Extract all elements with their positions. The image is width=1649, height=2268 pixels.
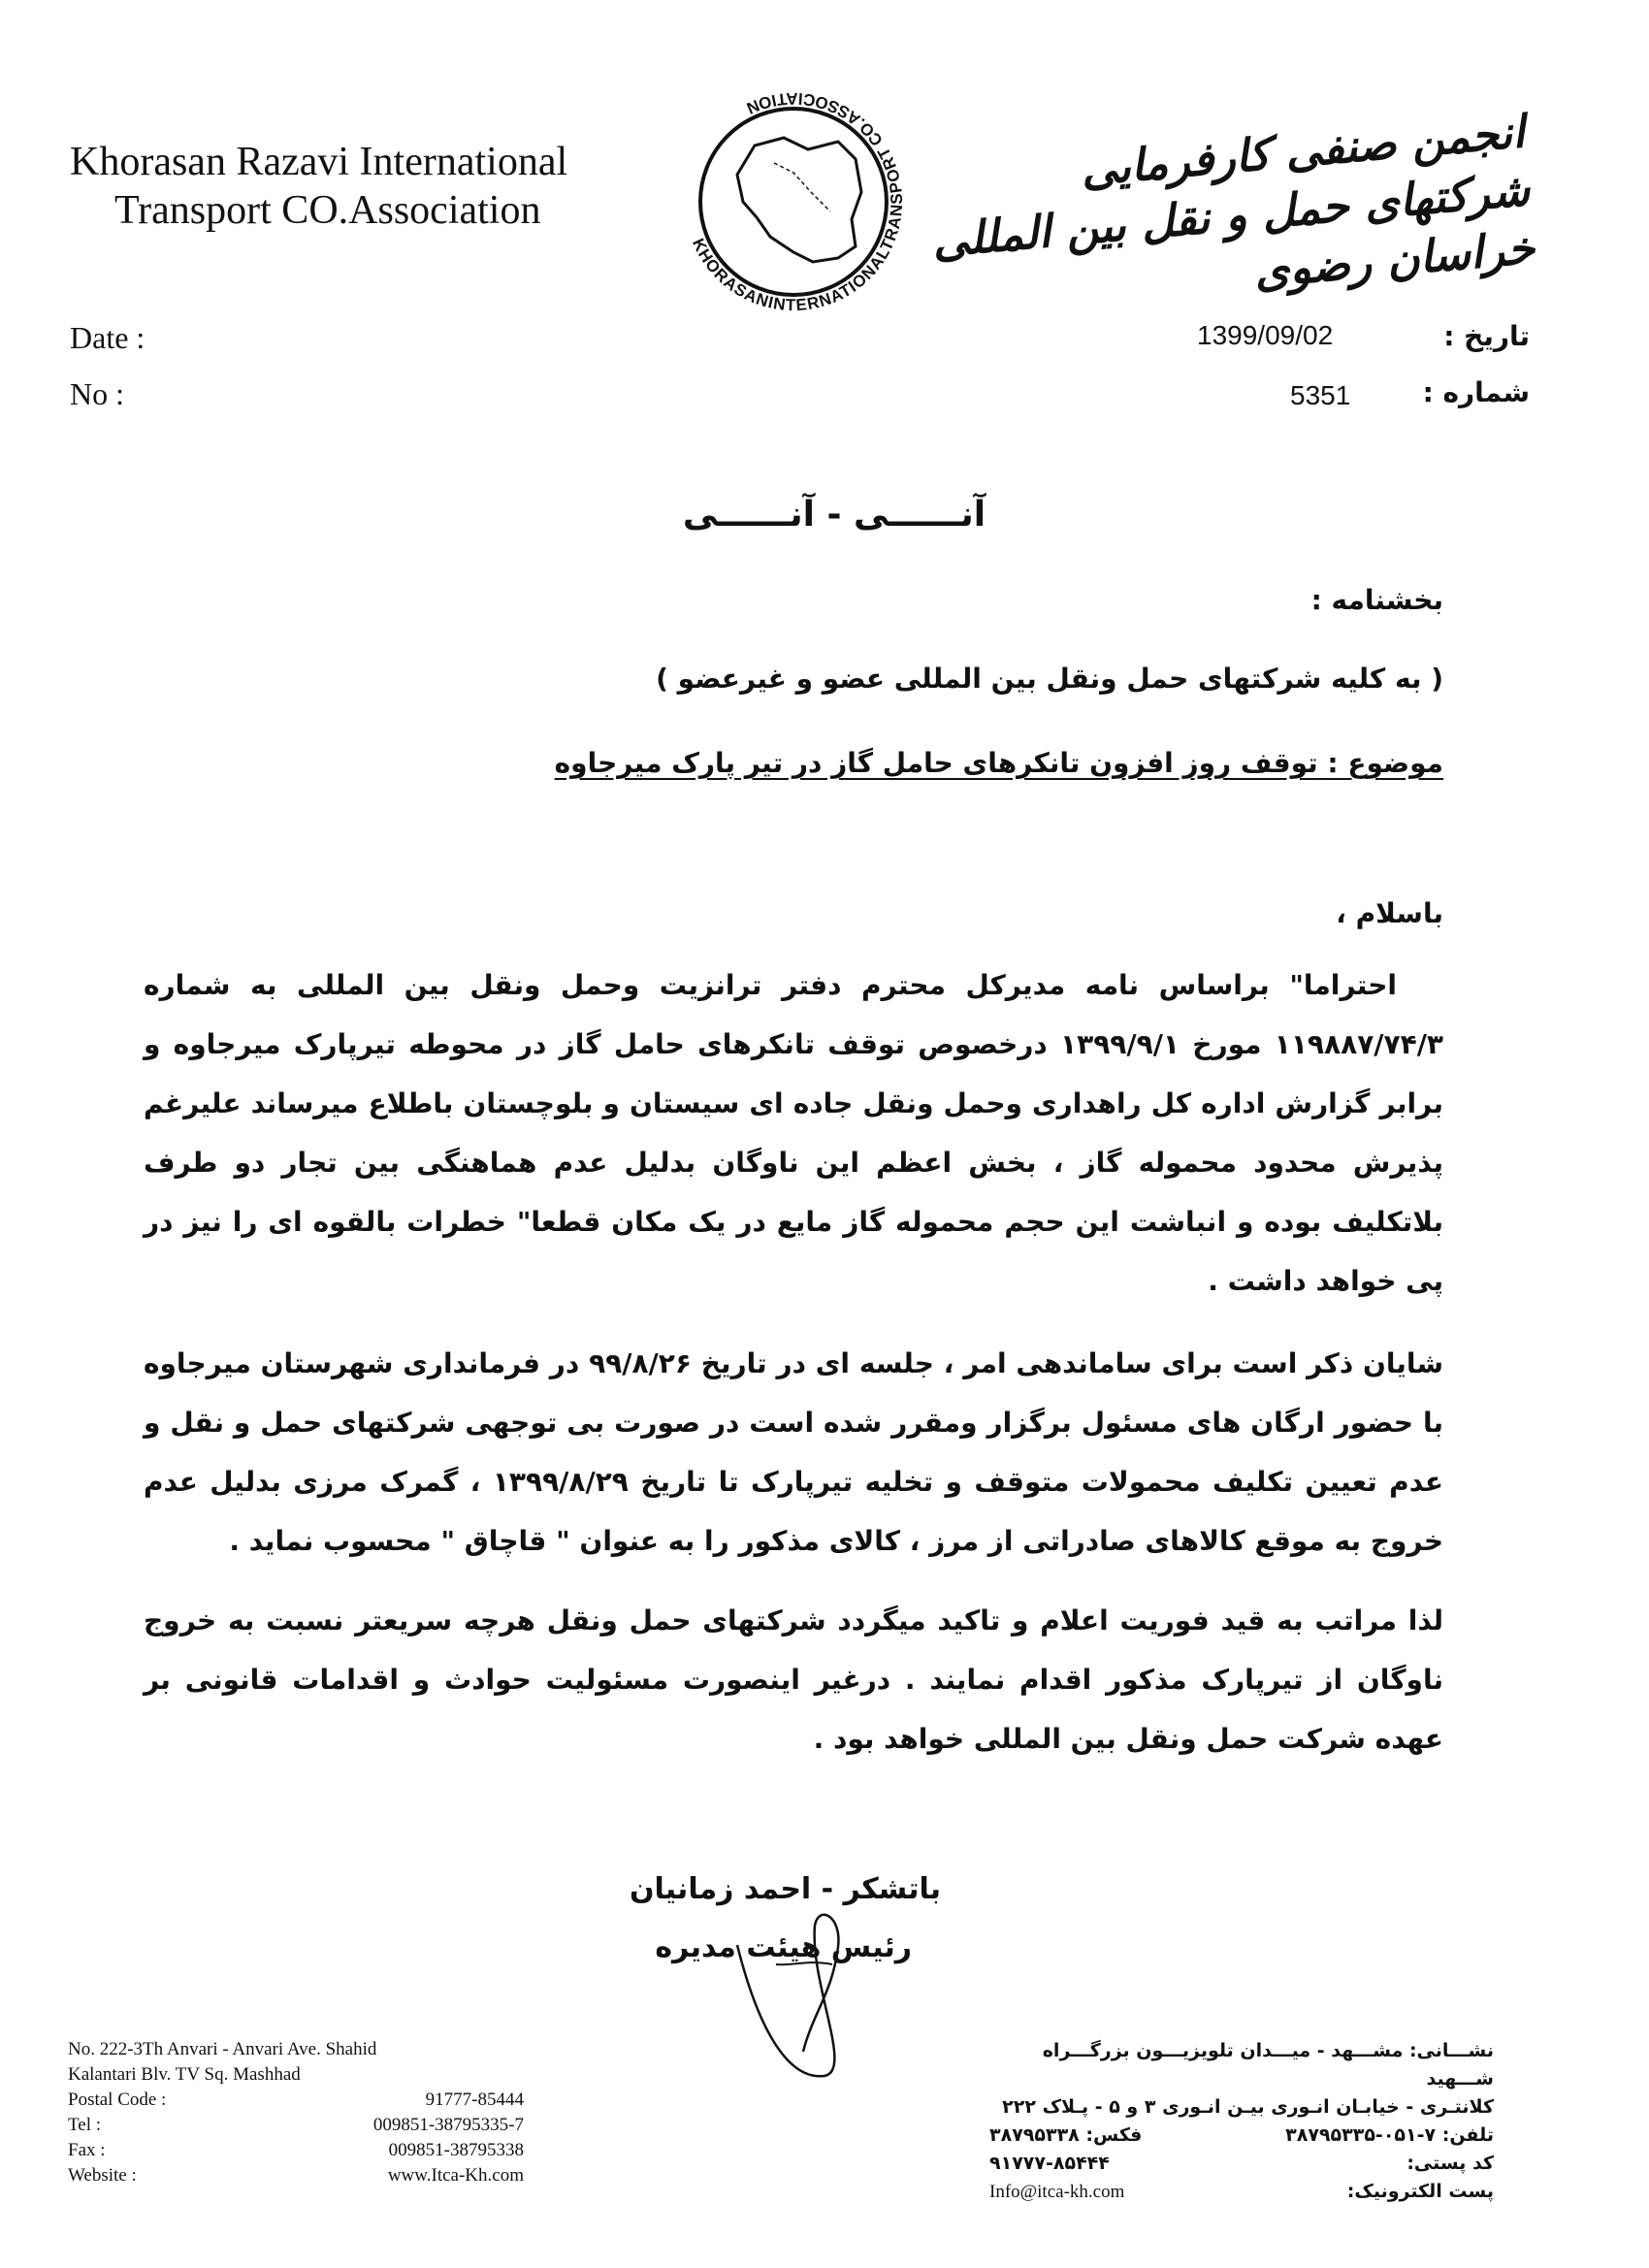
fax-value: 009851-38795338 (388, 2140, 524, 2160)
tel-label: Tel : (68, 2115, 102, 2135)
website-label: Website : (68, 2165, 137, 2186)
signature-name: باتشکر - احمد زمانیان (629, 1872, 941, 1906)
svg-text:KHORASANINTERNATIONALTRANSPORT (689, 89, 906, 314)
seal-text-outer: KHORASANINTERNATIONALTRANSPORT CO.ASSOCIATION (689, 88, 907, 315)
footer-address-fa-line1: نشـــانی: مشـــهد - میـــدان تلویزیـــون بزرگـــراه شـــهید (1042, 2040, 1494, 2090)
email-value: Info@itca-kh.com (989, 2182, 1125, 2202)
fax-label: Fax : (68, 2140, 106, 2160)
tel-value: 009851-38795335-7 (372, 2115, 524, 2135)
org-name-en (70, 138, 671, 235)
footer-address-en-line1: No. 222-3Th Anvari - Anvari Ave. Shahid (68, 2039, 377, 2059)
footer-contact-en (68, 2037, 524, 2188)
seal-graphic (648, 56, 939, 347)
website-value: www.Itca-Kh.com (387, 2165, 524, 2186)
subject-label: موضوع : (1327, 747, 1443, 779)
no-label-en: No : (70, 376, 124, 411)
paragraph-1-text: احتراما" براساس نامه مدیرکل محترم دفتر ترانزیت وحمل ونقل بین المللی به شماره ۱۱۹۸۸۷/۷۴/۳ مورخ ۱۳۹۹/۹/۱ درخصوص توقف تانکرهای حامل گاز در محوطه تیرپارک میرجاوه و برابر گزارش اداره کل راهداری وحمل ونقل جاده ای سیستان و بلوچستان باطلاع میرساند علیرغم پذیرش محدود محموله گاز ، بخش اعظم این ناوگان بدلیل عدم هماهنگی بین تجار دو طرف بلاتکلیف بوده و انباشت این حجم محموله گاز مایع در یک مکان قطعا" خطرات بالقوه ای را نیز در پی خواهد داشت . (144, 969, 1444, 1297)
paragraph-2 (144, 1334, 1443, 1571)
footer-address-en-line2: Kalantari Blv. TV Sq. Mashhad (68, 2064, 301, 2085)
no-value: 5351 (1290, 380, 1351, 410)
recipient-line: ( به کلیه شرکتهای حمل ونقل بین المللی عضو و غیرعضو ) (656, 663, 1443, 695)
paragraph-2-text: شایان ذکر است برای ساماندهی امر ، جلسه ای در تاریخ ۹۹/۸/۲۶ در فرمانداری شهرستان میرجاوه با حضور ارگان های مسئول برگزار ومقرر شده است در صورت بی توجهی شرکتهای حمل و نقل و عدم تعیین تکلیف محمولات متوقف و تخلیه تیرپارک تا تاریخ ۱۳۹۹/۸/۲۹ ، گمرک مرزی بدلیل عدم خروج به موقع کالاهای صادراتی از مرز ، کالای مذکور را به عنوان " قاچاق " محسوب نماید . (144, 1347, 1444, 1557)
org-name-fa: انجمن صنفی کارفرمایی شرکتهای حمل و نقل بین المللی خراسان رضوی (929, 105, 1537, 298)
signature-title: رئیس هیئت مدیره (655, 1930, 912, 1964)
handwritten-signature (718, 1906, 883, 2100)
greeting: باسلام ، (1336, 897, 1443, 929)
document-type: بخشنامه : (1310, 584, 1443, 616)
paragraph-1 (144, 956, 1443, 1311)
urgency-marker: آنــــــی - آنــــــی (682, 495, 986, 535)
iran-map-outline (737, 138, 861, 262)
date-label-en: Date : (70, 320, 146, 355)
subject-line (85, 747, 1443, 779)
org-name-en-line2: Transport CO.Association (114, 188, 541, 233)
paragraph-3 (144, 1591, 1443, 1768)
postal-code-value-fa: ۹۱۷۷۷-۸۵۴۴۴ (989, 2153, 1110, 2174)
postal-code-label-fa: کد پستی: (1406, 2153, 1494, 2174)
paragraph-3-text: لذا مراتب به قید فوریت اعلام و تاکید میگردد شرکتهای حمل ونقل هرچه سریعتر نسبت به خروج ناوگان از تیرپارک مذکور اقدام نمایند . درغیر اینصورت مسئولیت حوادث و اقدامات قانونی بر عهده شرکت حمل ونقل بین المللی خواهد بود . (144, 1604, 1443, 1755)
tel-fa: تلفن: ۷-۰۵۱-۳۸۷۹۵۳۳۵ (1285, 2124, 1494, 2146)
footer-contact-fa (989, 2037, 1494, 2206)
fax-fa: فکس: ۳۸۷۹۵۳۳۸ (989, 2124, 1143, 2146)
no-label-fa: شماره : (1422, 376, 1530, 408)
date-value: 1399/09/02 (1197, 320, 1334, 350)
date-label-fa: تاریخ : (1443, 320, 1530, 352)
postal-code-value: 91777-85444 (425, 2090, 524, 2110)
email-label-fa: پست الکترونیک: (1346, 2181, 1494, 2202)
subject-text: توقف روز افزون تانکرهای حامل گاز در تیر پارک میرجاوه (554, 747, 1318, 779)
association-seal (648, 56, 939, 347)
org-name-en-line1: Khorasan Razavi International (70, 140, 568, 184)
footer-address-fa-line2: کلانتـری - خیابـان انـوری بیـن انـوری ۳ و ۵ - پـلاک ۲۲۲ (1002, 2096, 1494, 2118)
postal-code-label: Postal Code : (68, 2090, 167, 2110)
